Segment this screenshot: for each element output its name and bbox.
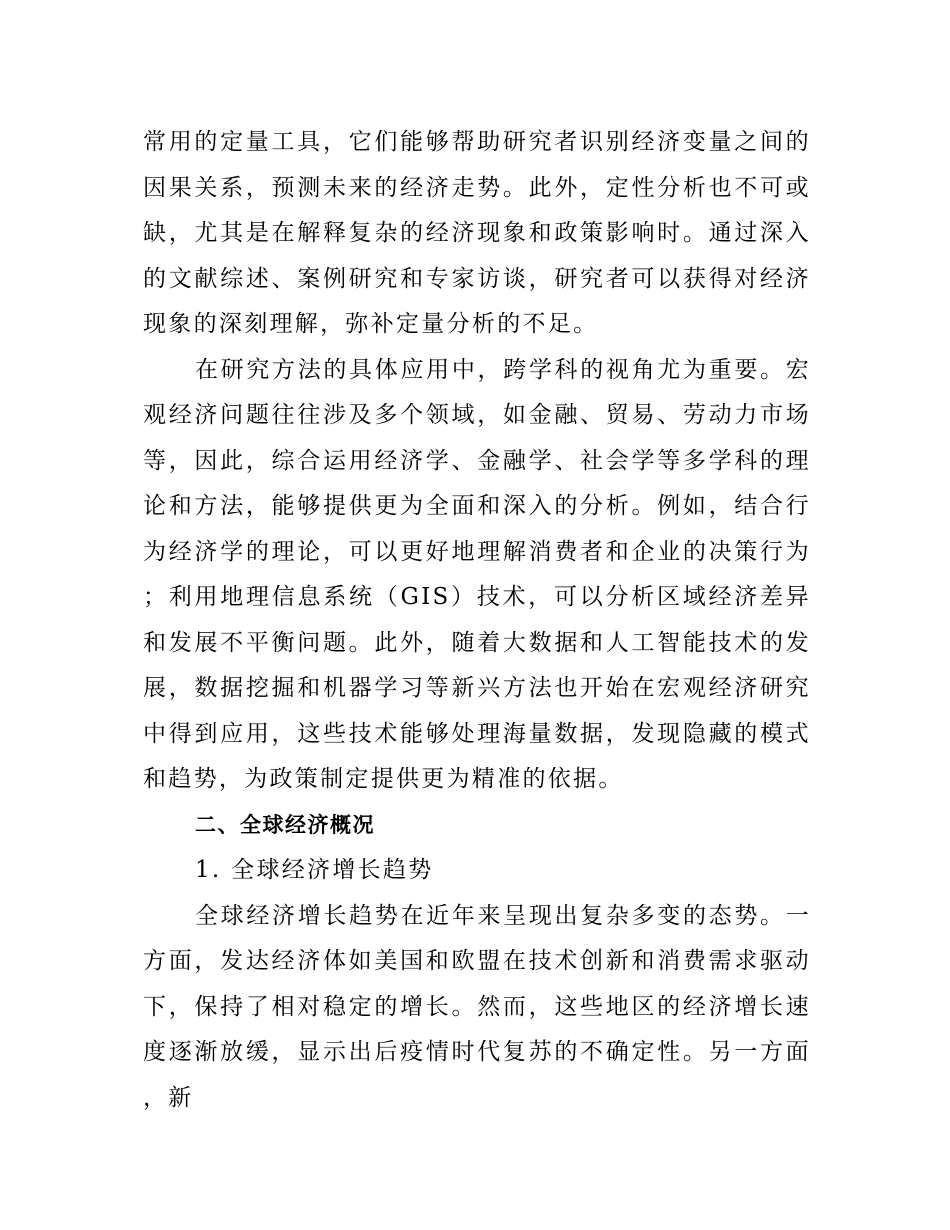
document-page	[143, 120, 811, 1121]
subsection-heading: 1. 全球经济增长趋势	[195, 857, 434, 883]
section-heading: 二、全球经济概况	[195, 812, 375, 837]
body-paragraph-methods: 在研究方法的具体应用中，跨学科的视角尤为重要。宏观经济问题往往涉及多个领域，如金融、贸易、劳动力市场等，因此，综合运用经济学、金融学、社会学等多学科的理论和方法，能够提供更为全面和深入的分析。例如，结合行为经济学的理论，可以更好地理解消费者和企业的决策行为；利用地理信息系统（GIS）技术，可以分析区域经济差异和发展不平衡问题。此外，随着大数据和人工智能技术的发展，数据挖掘和机器学习等新兴方法也开始在宏观经济研究中得到应用，这些技术能够处理海量数据，发现隐藏的模式和趋势，为政策制定提供更为精准的依据。	[143, 356, 811, 792]
body-paragraph-continued: 常用的定量工具，它们能够帮助研究者识别经济变量之间的因果关系，预测未来的经济走势。此外，定性分析也不可或缺，尤其是在解释复杂的经济现象和政策影响时。通过深入的文献综述、案例研究和专家访谈，研究者可以获得对经济现象的深刻理解，弥补定量分析的不足。	[143, 129, 811, 337]
body-paragraph-growth: 全球经济增长趋势在近年来呈现出复杂多变的态势。一方面，发达经济体如美国和欧盟在技术创新和消费需求驱动下，保持了相对稳定的增长。然而，这些地区的经济增长速度逐渐放缓，显示出后疫情时代复苏的不确定性。另一方面，新	[143, 902, 811, 1111]
